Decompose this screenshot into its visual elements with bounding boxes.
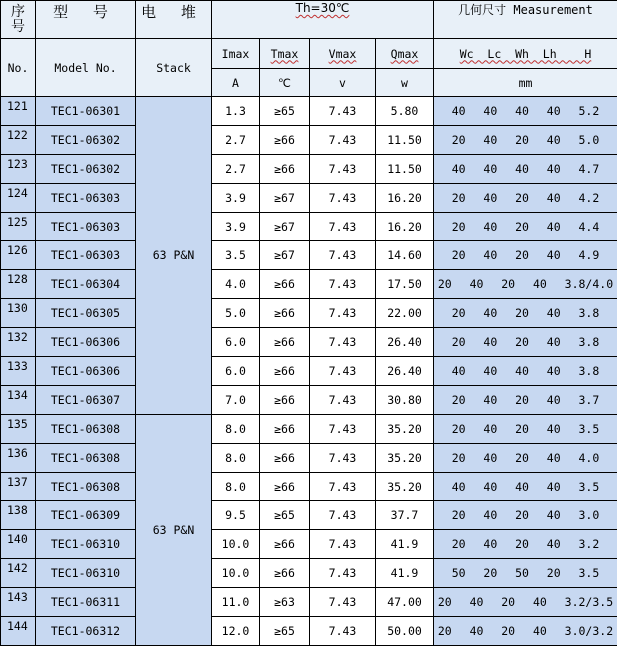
row-model: TEC1-06311: [36, 588, 136, 617]
row-vmax: 7.43: [310, 299, 376, 328]
header-row-params: [1, 39, 617, 69]
row-model: TEC1-06303: [36, 241, 136, 270]
row-dims: 20 40 20 40 3.0/3.2: [434, 617, 617, 646]
seq-en-header: No.: [1, 39, 36, 97]
row-dims: 40 40 40 40 3.5: [434, 472, 617, 501]
row-qmax: 17.50: [376, 270, 434, 299]
dims-header: Wc Lc Wh Lh H: [434, 39, 617, 69]
row-vmax: 7.43: [310, 617, 376, 646]
row-model: TEC1-06302: [36, 125, 136, 154]
row-dims: 20 40 20 40 4.9: [434, 241, 617, 270]
table-row: [1, 443, 617, 472]
row-dims: 20 40 20 40 4.2: [434, 183, 617, 212]
row-vmax: 7.43: [310, 414, 376, 443]
row-qmax: 22.00: [376, 299, 434, 328]
row-model: TEC1-06312: [36, 617, 136, 646]
row-no: 140: [1, 530, 36, 559]
table-row: [1, 154, 617, 183]
row-no: 138: [1, 501, 36, 530]
row-dims: 20 40 20 40 3.5: [434, 414, 617, 443]
row-model: TEC1-06306: [36, 328, 136, 357]
row-vmax: 7.43: [310, 472, 376, 501]
row-dims: 20 40 20 40 3.8: [434, 328, 617, 357]
row-qmax: 41.9: [376, 530, 434, 559]
row-imax: 8.0: [212, 443, 260, 472]
row-imax: 12.0: [212, 617, 260, 646]
row-qmax: 35.20: [376, 443, 434, 472]
row-vmax: 7.43: [310, 97, 376, 126]
row-vmax: 7.43: [310, 443, 376, 472]
condition-header: Th=30℃: [212, 1, 434, 39]
tmax-header: Tmax: [260, 39, 310, 69]
row-no: 123: [1, 154, 36, 183]
row-model: TEC1-06301: [36, 97, 136, 126]
row-vmax: 7.43: [310, 270, 376, 299]
row-vmax: 7.43: [310, 154, 376, 183]
row-tmax: ≥66: [260, 299, 310, 328]
row-tmax: ≥66: [260, 328, 310, 357]
row-dims: 50 20 50 20 3.5: [434, 559, 617, 588]
row-dims: 20 40 20 40 3.0: [434, 501, 617, 530]
row-tmax: ≥67: [260, 241, 310, 270]
row-model: TEC1-06303: [36, 183, 136, 212]
unit-vmax: v: [310, 69, 376, 97]
table-row: [1, 97, 617, 126]
header-row-cn: [1, 1, 617, 39]
row-vmax: 7.43: [310, 385, 376, 414]
row-tmax: ≥66: [260, 559, 310, 588]
row-imax: 1.3: [212, 97, 260, 126]
row-imax: 8.0: [212, 414, 260, 443]
row-vmax: 7.43: [310, 183, 376, 212]
row-imax: 6.0: [212, 357, 260, 386]
row-dims: 40 40 40 40 4.7: [434, 154, 617, 183]
row-qmax: 35.20: [376, 472, 434, 501]
row-qmax: 11.50: [376, 154, 434, 183]
seq-cn-header: 序号: [1, 1, 36, 39]
row-qmax: 5.80: [376, 97, 434, 126]
stack-cn-header: 电 堆: [136, 1, 212, 39]
row-no: 136: [1, 443, 36, 472]
table-row: [1, 212, 617, 241]
row-tmax: ≥66: [260, 385, 310, 414]
row-dims: 40 40 40 40 5.2: [434, 97, 617, 126]
table-row: [1, 559, 617, 588]
table-row: [1, 385, 617, 414]
table-row: [1, 530, 617, 559]
row-model: TEC1-06310: [36, 530, 136, 559]
row-tmax: ≥66: [260, 530, 310, 559]
row-imax: 3.9: [212, 212, 260, 241]
row-model: TEC1-06304: [36, 270, 136, 299]
row-imax: 4.0: [212, 270, 260, 299]
row-qmax: 35.20: [376, 414, 434, 443]
row-tmax: ≥66: [260, 357, 310, 386]
table-row: [1, 270, 617, 299]
table-row: [1, 299, 617, 328]
table-row: [1, 328, 617, 357]
table-row: [1, 183, 617, 212]
row-imax: 7.0: [212, 385, 260, 414]
row-dims: 20 40 20 40 3.8: [434, 299, 617, 328]
row-vmax: 7.43: [310, 501, 376, 530]
row-imax: 10.0: [212, 559, 260, 588]
row-tmax: ≥65: [260, 617, 310, 646]
table-row: [1, 588, 617, 617]
row-dims: 20 40 20 40 3.7: [434, 385, 617, 414]
row-vmax: 7.43: [310, 588, 376, 617]
row-imax: 5.0: [212, 299, 260, 328]
row-model: TEC1-06302: [36, 154, 136, 183]
row-no: 143: [1, 588, 36, 617]
row-qmax: 37.7: [376, 501, 434, 530]
row-no: 134: [1, 385, 36, 414]
row-tmax: ≥63: [260, 588, 310, 617]
row-imax: 11.0: [212, 588, 260, 617]
row-no: 137: [1, 472, 36, 501]
row-model: TEC1-06309: [36, 501, 136, 530]
row-no: 132: [1, 328, 36, 357]
row-no: 128: [1, 270, 36, 299]
unit-dims: mm: [434, 69, 617, 97]
row-qmax: 16.20: [376, 212, 434, 241]
row-vmax: 7.43: [310, 559, 376, 588]
row-model: TEC1-06310: [36, 559, 136, 588]
row-tmax: ≥67: [260, 183, 310, 212]
row-dims: 20 40 20 40 5.0: [434, 125, 617, 154]
row-dims: 40 40 40 40 3.8: [434, 357, 617, 386]
row-no: 144: [1, 617, 36, 646]
row-no: 122: [1, 125, 36, 154]
model-en-header: Model No.: [36, 39, 136, 97]
row-qmax: 26.40: [376, 328, 434, 357]
row-tmax: ≥66: [260, 154, 310, 183]
imax-header: Imax: [212, 39, 260, 69]
vmax-header: Vmax: [310, 39, 376, 69]
row-tmax: ≥66: [260, 270, 310, 299]
row-no: 142: [1, 559, 36, 588]
row-qmax: 30.80: [376, 385, 434, 414]
table-row: [1, 501, 617, 530]
row-model: TEC1-06308: [36, 472, 136, 501]
row-tmax: ≥66: [260, 472, 310, 501]
table-row: [1, 357, 617, 386]
row-model: TEC1-06308: [36, 414, 136, 443]
unit-imax: A: [212, 69, 260, 97]
measurement-header: 几何尺寸 Measurement: [434, 1, 617, 39]
row-stack: 63 P&N: [136, 414, 212, 645]
table-row: [1, 241, 617, 270]
row-imax: 9.5: [212, 501, 260, 530]
row-qmax: 26.40: [376, 357, 434, 386]
row-no: 130: [1, 299, 36, 328]
row-model: TEC1-06308: [36, 443, 136, 472]
row-vmax: 7.43: [310, 328, 376, 357]
row-model: TEC1-06306: [36, 357, 136, 386]
unit-qmax: w: [376, 69, 434, 97]
row-qmax: 14.60: [376, 241, 434, 270]
row-no: 133: [1, 357, 36, 386]
stack-en-header: Stack: [136, 39, 212, 97]
row-imax: 3.5: [212, 241, 260, 270]
row-imax: 10.0: [212, 530, 260, 559]
row-tmax: ≥65: [260, 97, 310, 126]
model-cn-header: 型 号: [36, 1, 136, 39]
row-imax: 2.7: [212, 125, 260, 154]
row-no: 124: [1, 183, 36, 212]
row-no: 126: [1, 241, 36, 270]
row-model: TEC1-06305: [36, 299, 136, 328]
row-tmax: ≥66: [260, 443, 310, 472]
unit-tmax: ℃: [260, 69, 310, 97]
row-no: 125: [1, 212, 36, 241]
row-model: TEC1-06307: [36, 385, 136, 414]
row-vmax: 7.43: [310, 530, 376, 559]
row-vmax: 7.43: [310, 212, 376, 241]
row-vmax: 7.43: [310, 241, 376, 270]
row-imax: 6.0: [212, 328, 260, 357]
table-row: [1, 125, 617, 154]
row-dims: 20 40 20 40 3.2: [434, 530, 617, 559]
row-imax: 2.7: [212, 154, 260, 183]
row-imax: 8.0: [212, 472, 260, 501]
row-qmax: 16.20: [376, 183, 434, 212]
row-dims: 20 40 20 40 4.0: [434, 443, 617, 472]
row-dims: 20 40 20 40 3.2/3.5: [434, 588, 617, 617]
row-tmax: ≥65: [260, 501, 310, 530]
qmax-header: Qmax: [376, 39, 434, 69]
row-no: 121: [1, 97, 36, 126]
row-model: TEC1-06303: [36, 212, 136, 241]
row-imax: 3.9: [212, 183, 260, 212]
row-qmax: 47.00: [376, 588, 434, 617]
row-dims: 20 40 20 40 4.4: [434, 212, 617, 241]
table-row: [1, 414, 617, 443]
row-qmax: 41.9: [376, 559, 434, 588]
row-dims: 20 40 20 40 3.8/4.0: [434, 270, 617, 299]
row-tmax: ≥66: [260, 414, 310, 443]
row-qmax: 11.50: [376, 125, 434, 154]
row-vmax: 7.43: [310, 125, 376, 154]
row-tmax: ≥66: [260, 125, 310, 154]
row-no: 135: [1, 414, 36, 443]
row-tmax: ≥67: [260, 212, 310, 241]
row-stack: 63 P&N: [136, 97, 212, 415]
row-qmax: 50.00: [376, 617, 434, 646]
table-row: [1, 472, 617, 501]
table-row: [1, 617, 617, 646]
row-vmax: 7.43: [310, 357, 376, 386]
